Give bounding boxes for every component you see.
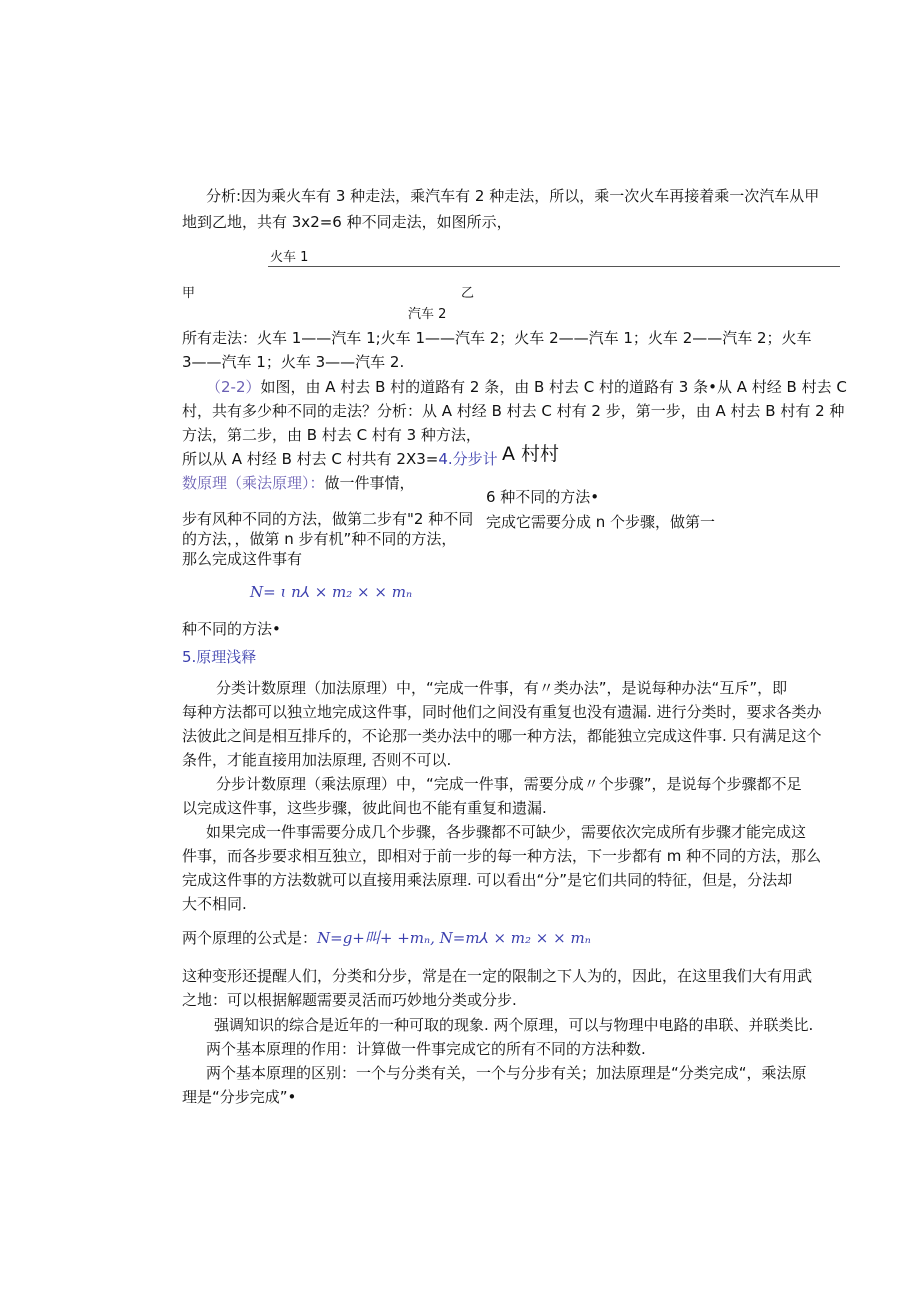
diagram-bus-label: 汽车 2 — [408, 307, 447, 322]
p7-line-2: 理是“分步完成”• — [182, 1088, 297, 1106]
example-line-2: 村，共有多少种不同的走法？分析：从 A 村经 B 村去 C 村有 2 步，第一步，由 A 村去 B 村有 2 种 — [182, 402, 845, 420]
p3-line-3: 完成这件事的方法数就可以直接用乘法原理. 可以看出“分”是它们共同的特征，但是，分法却 — [182, 871, 793, 889]
p5-line: 强调知识的综合是近年的一种可取的现象. 两个原理，可以与物理中电路的串联、并联类比. — [214, 1016, 814, 1034]
routes-line-2: 3——汽车 1；火车 3——汽车 2. — [182, 353, 405, 371]
formula-line — [182, 928, 591, 948]
example-line-5-text: 做一件事情， — [324, 474, 415, 492]
p6-line: 两个基本原理的作用：计算做一件事完成它的所有不同的方法种数. — [206, 1040, 646, 1058]
analysis-line-1: 分析:因为乘火车有 3 种走法，乘汽车有 2 种走法，所以，乘一次火车再接着乘一次汽车从甲 — [206, 187, 820, 205]
example-line-1-text: 如图，由 A 村去 B 村的道路有 2 条，由 B 村去 C 村的道路有 3 条•从 A 村经 B 村去 C — [260, 378, 847, 396]
example-line-9: 种不同的方法• — [182, 620, 281, 638]
example-line-5 — [182, 473, 415, 493]
p1-line-4: 条件，才能直接用加法原理, 否则不可以. — [182, 751, 452, 769]
subsection-4-title: 数原理（乘法原理）： — [182, 474, 325, 492]
formula-text: N=g+叫+ +mₙ, N=m⅄ × m₂ × × mₙ — [317, 929, 591, 947]
example-line-4-text: 所以从 A 村经 B 村去 C 村共有 2X3= — [182, 450, 439, 468]
routes-line-1: 所有走法：火车 1——汽车 1;火车 1——汽车 2；火车 2——汽车 1；火车 2——汽车 2；火车 — [182, 329, 812, 347]
example-right-b: 6 种不同的方法• — [486, 488, 600, 506]
example-right-c: 完成它需要分成 n 个步骤，做第一 — [486, 513, 716, 531]
section-heading: 5.原理浅释 — [182, 648, 257, 666]
analysis-line-2: 地到乙地，共有 3x2=6 种不同走法，如图所示， — [182, 213, 512, 231]
p3-line-2: 件事，而各步要求相互独立，即相对于前一步的每一种方法，下一步都有 m 种不同的方法，那么 — [182, 847, 822, 865]
diagram-train-label: 火车 1 — [270, 250, 309, 265]
diagram-route-line — [268, 266, 840, 267]
p7-line-1: 两个基本原理的区别：一个与分类有关，一个与分步有关；加法原理是“分类完成“，乘法原 — [206, 1064, 807, 1082]
multiplication-formula: N= ɩ n⅄ × m₂ × × mₙ — [250, 583, 413, 601]
example-line-6: 步有风种不同的方法，做第二步有"2 种不同 — [182, 510, 474, 528]
p2-line-1: 分步计数原理（乘法原理）中，“完成一件事，需要分成〃个步骤”，是说每个步骤都不足 — [216, 775, 802, 793]
example-line-8: 那么完成这件事有 — [182, 550, 303, 568]
example-line-4 — [182, 449, 498, 469]
subsection-4-heading: 4.分步计 — [438, 450, 498, 468]
p1-line-1: 分类计数原理（加法原理）中，“完成一件事，有〃类办法”，是说每种办法“互斥”，即 — [216, 679, 788, 697]
example-number: （2-2） — [206, 378, 261, 396]
example-line-3: 方法，第二步，由 B 村去 C 村有 3 种方法， — [182, 426, 481, 444]
formula-label: 两个原理的公式是： — [182, 929, 318, 947]
p1-line-3: 法彼此之间是相互排斥的，不论那一类办法中的哪一种方法，都能独立完成这件事. 只有满足这个 — [182, 727, 822, 745]
village-label: A 村村 — [502, 443, 560, 465]
p3-line-4: 大不相同. — [182, 895, 247, 913]
p3-line-1: 如果完成一件事需要分成几个步骤，各步骤都不可缺少，需要依次完成所有步骤才能完成这 — [206, 823, 807, 841]
p4-line-1: 这种变形还提醒人们，分类和分步，常是在一定的限制之下人为的，因此，在这里我们大有用武 — [182, 967, 813, 985]
diagram-start: 甲 — [182, 286, 196, 301]
diagram-end: 乙 — [461, 286, 475, 301]
p1-line-2: 每种方法都可以独立地完成这件事，同时他们之间没有重复也没有遗漏. 进行分类时，要求各类办 — [182, 703, 822, 721]
p2-line-2: 以完成这件事，这些步骤，彼此间也不能有重复和遗漏. — [182, 799, 547, 817]
example-line-1 — [206, 377, 847, 397]
example-line-7: 的方法，，做第 n 步有机”种不同的方法， — [182, 530, 457, 548]
p4-line-2: 之地：可以根据解题需要灵活而巧妙地分类或分步. — [182, 991, 517, 1009]
